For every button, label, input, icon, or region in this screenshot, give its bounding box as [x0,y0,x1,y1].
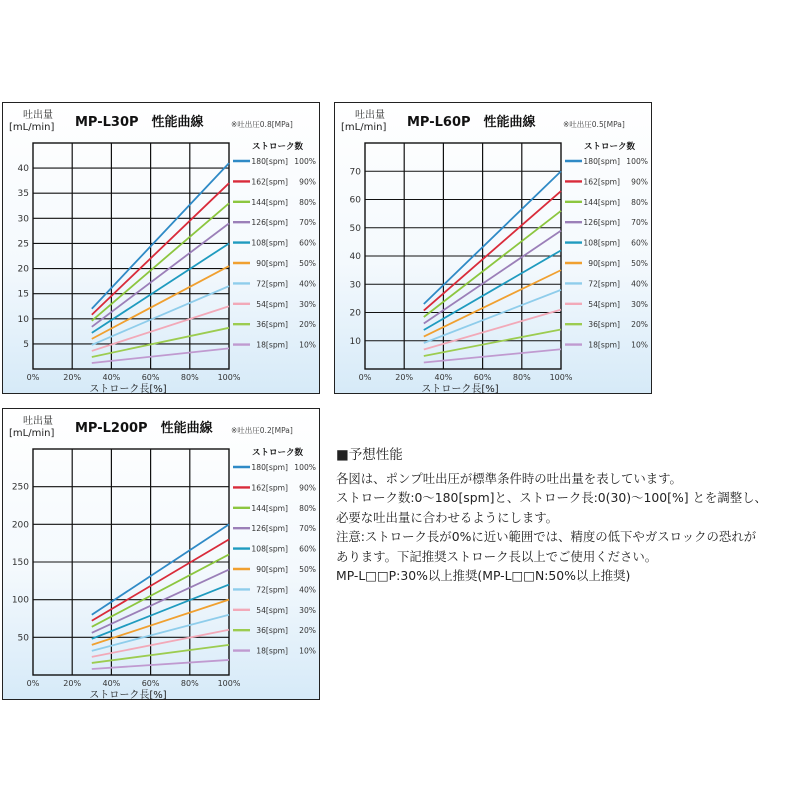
y-axis-unit: [mL/min] [9,122,55,133]
legend-series-name: 18[spm] [588,340,620,350]
x-tick-label: 60% [141,679,160,688]
legend-series-percent: 70% [299,218,316,228]
y-tick-label: 60 [349,195,361,206]
pressure-note: ※吐出圧0.2[MPa] [231,426,293,435]
y-tick-label: 30 [349,280,361,291]
x-tick-label: 100% [549,373,573,382]
legend-series-percent: 10% [299,340,316,350]
legend-title: ストローク数 [252,142,304,152]
chart-svg [3,409,321,701]
legend-series-name: 180[spm] [251,463,288,472]
legend-series-name: 36[spm] [256,320,288,330]
chart-svg [335,103,653,395]
series-line [92,554,229,626]
series-line [92,348,229,363]
legend-series-percent: 90% [631,177,648,187]
legend-series-name: 18[spm] [256,646,288,656]
legend-series-name: 18[spm] [256,340,288,350]
legend-series-name: 36[spm] [256,626,288,636]
legend-series-percent: 20% [299,626,316,636]
legend-series-percent: 20% [631,320,648,330]
y-axis-unit: [mL/min] [9,428,55,439]
y-axis-unit: [mL/min] [341,122,387,133]
predicted-performance-notes [336,446,796,586]
legend-series-name: 144[spm] [583,197,620,207]
y-tick-label: 250 [11,482,29,493]
legend-series-name: 126[spm] [251,218,288,228]
chart-panel-mp-l60p [334,102,652,394]
legend-series-percent: 10% [299,646,316,656]
legend-series-percent: 60% [299,238,316,248]
legend-series-name: 126[spm] [583,218,620,228]
series-line [92,539,229,620]
y-tick-label: 70 [349,167,361,178]
x-tick-label: 0% [26,373,40,382]
series-line [92,645,229,663]
x-tick-label: 80% [512,373,531,382]
chart-title: MP-L60P 性能曲線 [407,115,536,130]
x-tick-label: 40% [102,373,121,382]
x-tick-label: 100% [217,679,241,688]
chart-panel-mp-l30p [2,102,320,394]
legend-series-percent: 30% [631,299,648,309]
legend-series-name: 162[spm] [583,177,620,187]
series-line [92,615,229,651]
y-tick-label: 10 [17,314,29,325]
notes-line: ストローク数:0～180[spm]と、ストローク長:0(30)～100[%] とを調整し、 [336,490,767,505]
chart-title: MP-L200P 性能曲線 [75,421,213,436]
series-line [92,328,229,357]
legend-series-percent: 100% [294,463,316,472]
notes-line: 注意:ストローク長が0%に近い範囲では、精度の低下やガスロックの恐れが [336,529,757,544]
legend-series-name: 54[spm] [588,299,620,309]
legend-series-percent: 60% [299,544,316,554]
legend-series-name: 180[spm] [251,157,288,166]
y-tick-label: 150 [11,558,29,568]
legend-series-name: 108[spm] [583,238,620,248]
series-line [92,585,229,639]
legend-series-name: 108[spm] [251,544,288,554]
x-tick-label: 20% [63,373,82,382]
y-tick-label: 20 [17,264,29,275]
legend-series-percent: 30% [299,299,316,309]
legend-series-percent: 80% [631,197,648,207]
legend-series-name: 90[spm] [256,259,288,268]
legend-series-percent: 30% [299,605,316,615]
legend-series-percent: 60% [631,238,648,248]
legend-series-name: 36[spm] [588,320,620,330]
x-tick-label: 60% [141,373,160,382]
x-tick-label: 20% [63,679,82,688]
legend-series-percent: 10% [631,340,648,350]
legend-title: ストローク数 [252,448,304,458]
x-tick-label: 100% [217,373,241,382]
series-line [92,163,229,309]
series-line [424,211,561,317]
legend-series-name: 144[spm] [251,503,288,513]
legend-series-percent: 50% [299,259,316,268]
y-tick-label: 50 [17,633,29,644]
legend-series-name: 72[spm] [588,279,620,289]
notes-line: あります。下記推奨ストローク長以上でご使用ください。 [336,548,658,564]
series-line [92,630,229,657]
legend-series-percent: 80% [299,503,316,513]
legend-series-name: 180[spm] [583,157,620,166]
legend-title: ストローク数 [584,142,636,152]
x-tick-label: 40% [434,373,453,382]
x-axis-label: ストローク長[%] [89,384,167,395]
legend-series-percent: 20% [299,320,316,330]
x-axis-label: ストローク長[%] [89,690,167,701]
legend-series-name: 90[spm] [256,565,288,574]
pressure-note: ※吐出圧0.5[MPa] [563,120,625,129]
y-tick-label: 15 [17,289,29,300]
legend-series-name: 162[spm] [251,483,288,493]
notes-line: MP-L□□P:30%以上推奨(MP-L□□N:50%以上推奨) [336,568,631,583]
y-tick-label: 5 [23,339,29,350]
legend-series-name: 72[spm] [256,585,288,595]
x-tick-label: 20% [395,373,414,382]
series-line [424,191,561,310]
x-tick-label: 0% [26,679,40,688]
y-tick-label: 40 [349,252,361,262]
x-tick-label: 40% [102,679,121,688]
legend-series-percent: 100% [626,157,648,166]
legend-series-percent: 70% [299,524,316,534]
series-line [424,270,561,336]
y-tick-label: 40 [17,164,29,175]
y-tick-label: 30 [17,214,29,225]
y-tick-label: 200 [11,520,29,531]
legend-series-name: 90[spm] [588,259,620,268]
y-tick-label: 50 [349,223,361,234]
y-axis-label: 吐出量 [355,110,385,121]
series-line [424,231,561,324]
legend-series-percent: 70% [631,218,648,228]
legend-series-name: 54[spm] [256,605,288,615]
legend-series-name: 72[spm] [256,279,288,289]
chart-svg [3,103,321,395]
y-axis-label: 吐出量 [23,110,53,121]
notes-line: 必要な吐出量に合わせるようにします。 [336,509,559,525]
legend-series-percent: 50% [631,259,648,268]
y-tick-label: 20 [349,308,361,319]
chart-title: MP-L30P 性能曲線 [75,115,204,130]
x-tick-label: 80% [180,679,199,688]
x-tick-label: 80% [180,373,199,382]
x-tick-label: 0% [358,373,372,382]
x-axis-label: ストローク長[%] [421,384,499,395]
legend-series-percent: 80% [299,197,316,207]
y-tick-label: 25 [17,239,29,250]
y-axis-label: 吐出量 [23,416,53,427]
legend-series-name: 54[spm] [256,299,288,309]
series-line [424,250,561,330]
notes-heading: ■予想性能 [336,447,403,463]
legend-series-name: 162[spm] [251,177,288,187]
legend-series-percent: 90% [299,483,316,493]
legend-series-percent: 90% [299,177,316,187]
series-line [92,660,229,669]
legend-series-name: 126[spm] [251,524,288,534]
legend-series-name: 144[spm] [251,197,288,207]
legend-series-name: 108[spm] [251,238,288,248]
legend-series-percent: 50% [299,565,316,574]
notes-line: 各図は、ポンプ吐出圧が標準条件時の吐出量を表しています。 [336,470,682,486]
chart-panel-mp-l200p [2,408,320,700]
legend-series-percent: 40% [299,279,316,289]
plot-frame [33,143,229,369]
series-line [92,600,229,645]
y-tick-label: 10 [349,336,361,347]
pressure-note: ※吐出圧0.8[MPa] [231,120,293,129]
y-tick-label: 35 [17,189,29,200]
y-tick-label: 100 [11,595,29,606]
legend-series-percent: 100% [294,157,316,166]
legend-series-percent: 40% [299,585,316,595]
legend-series-percent: 40% [631,279,648,289]
series-line [92,223,229,326]
x-tick-label: 60% [473,373,492,382]
